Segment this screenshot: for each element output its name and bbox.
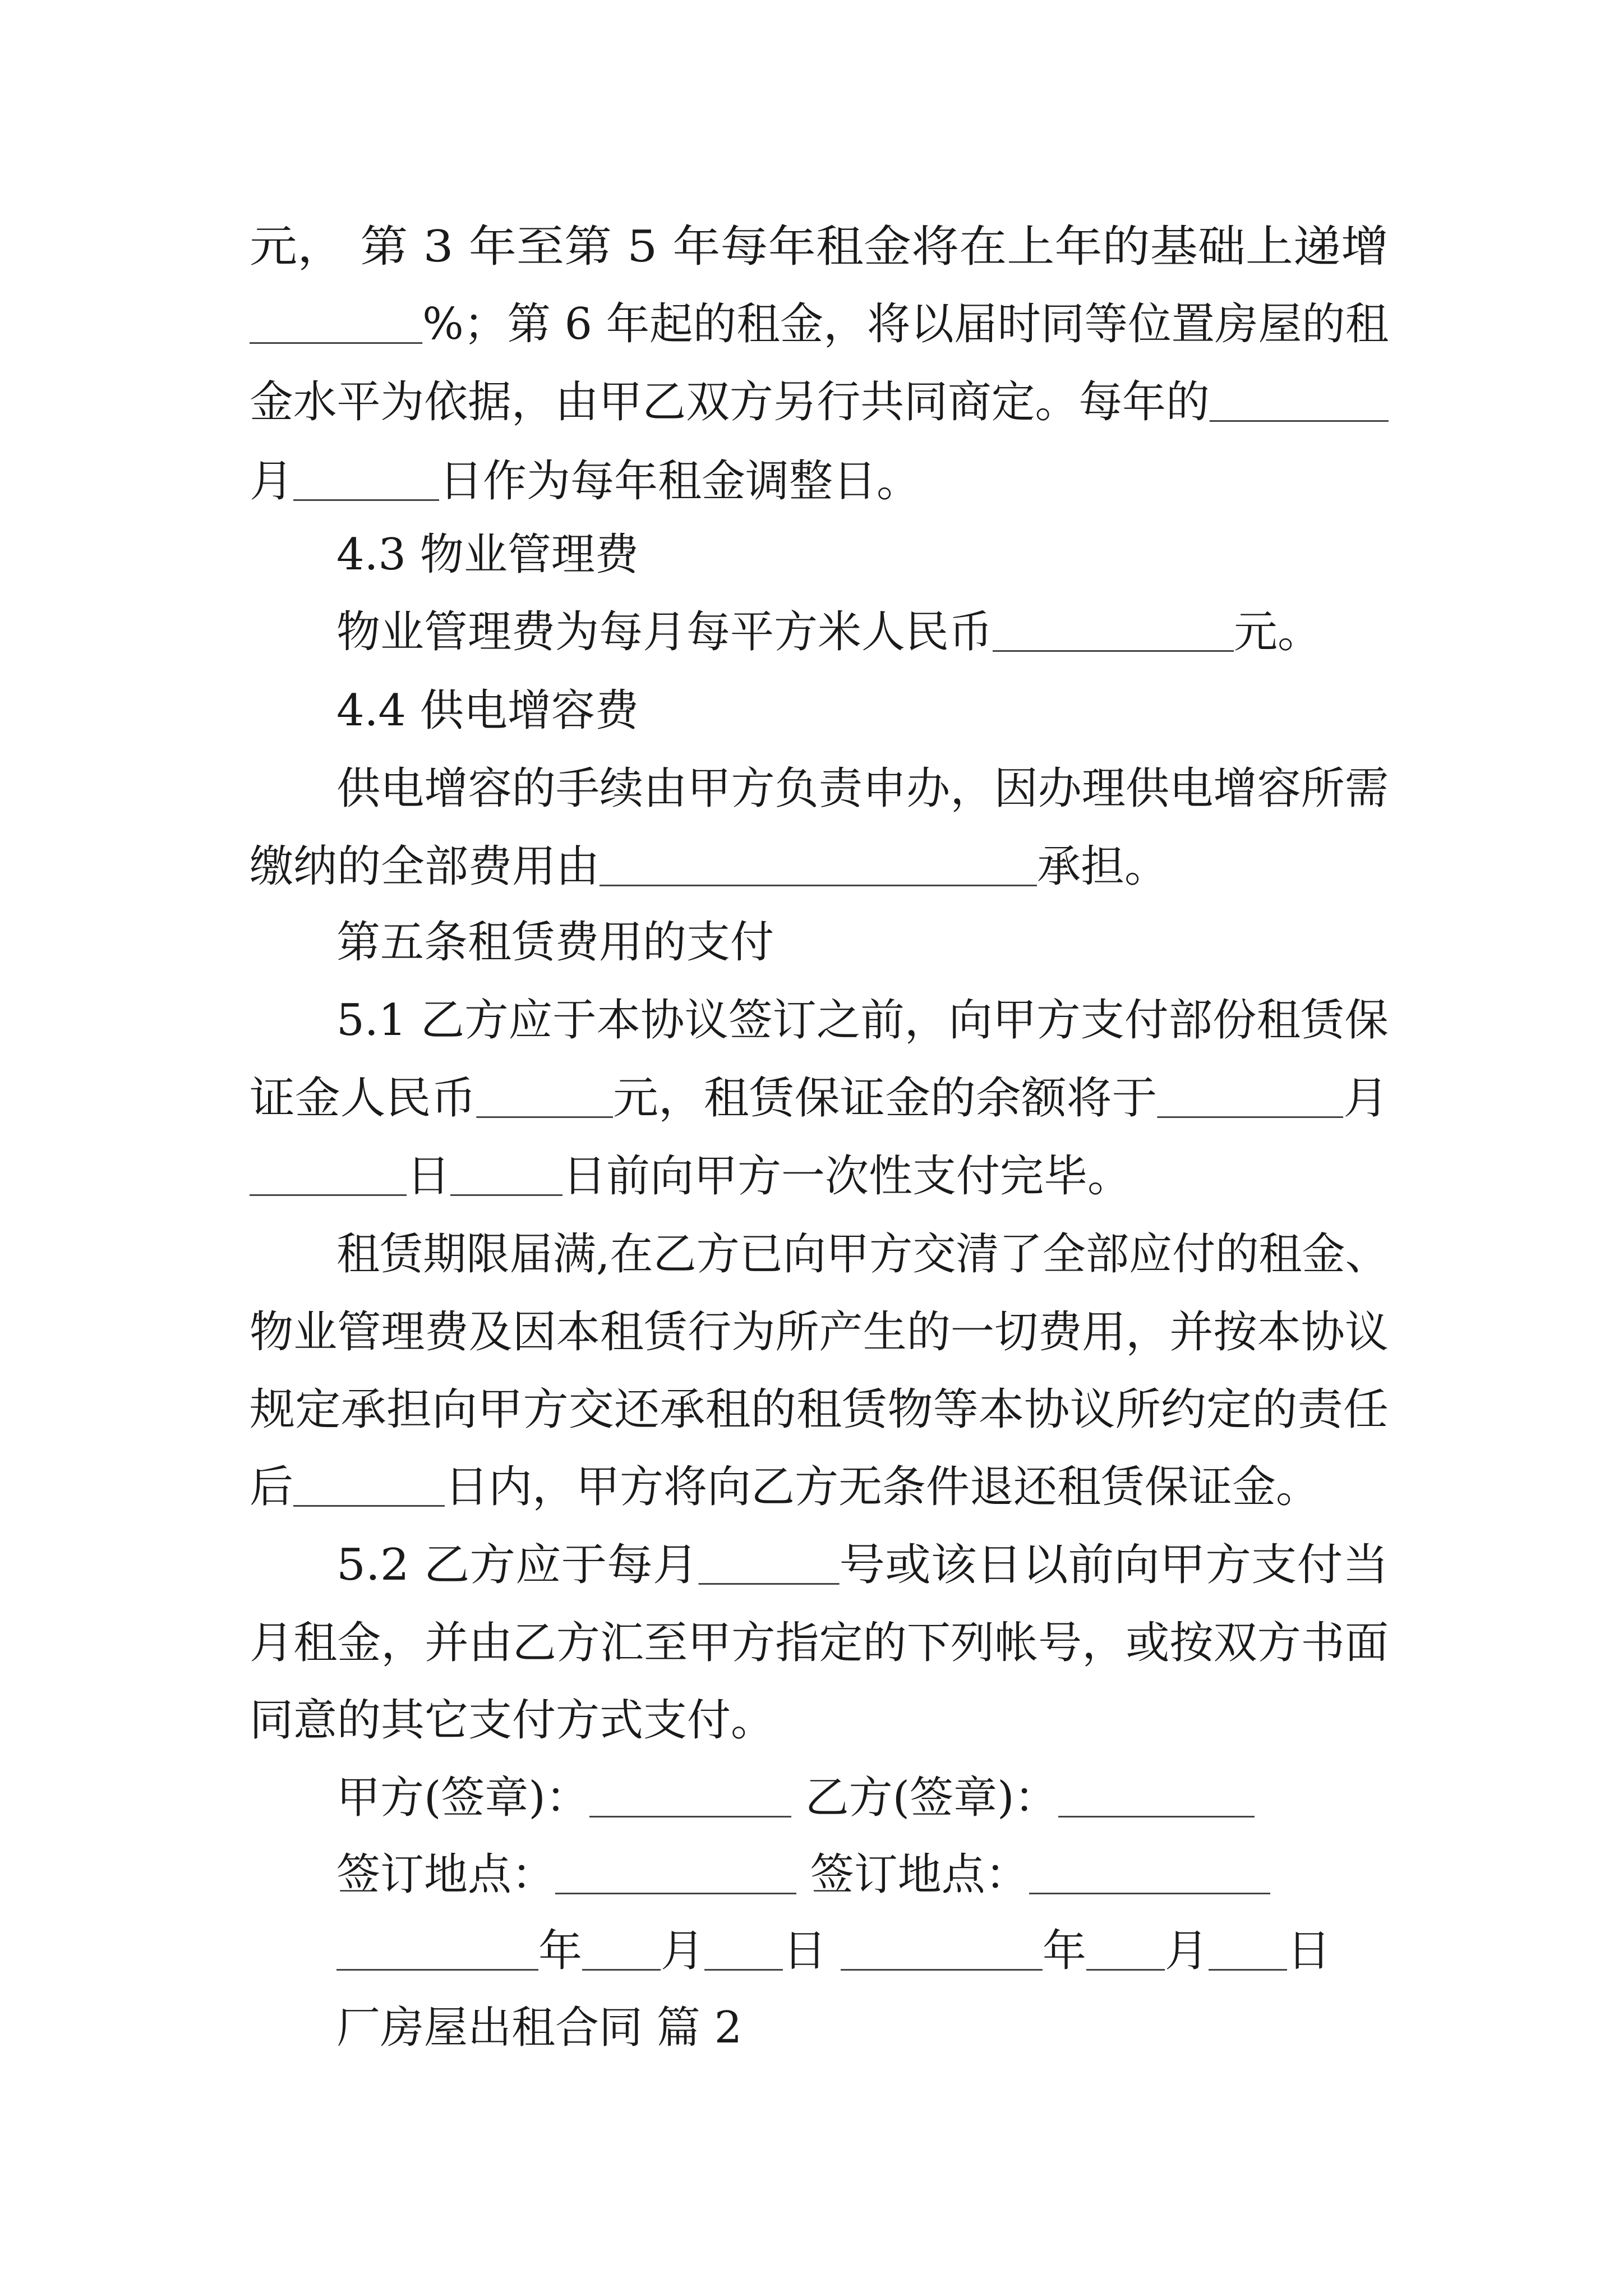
- text-segment: 月: [661, 1926, 705, 1976]
- fill-in-blank[interactable]: [1029, 1851, 1270, 1894]
- text-line: [250, 836, 1168, 898]
- text-line: [336, 758, 1389, 820]
- fill-in-blank[interactable]: [704, 1927, 783, 1971]
- text-segment: 日作为每年租金调整日。: [439, 456, 921, 507]
- text-line: [336, 524, 639, 586]
- text-line: [250, 1456, 1320, 1518]
- text-segment: 证金人民币: [250, 1073, 477, 1124]
- text-segment: 年: [1042, 1926, 1086, 1976]
- text-segment: 物业管理费及因本租赁行为所产生的一切费用，并按本协议: [250, 1307, 1389, 1358]
- fill-in-blank[interactable]: [1086, 1927, 1165, 1971]
- text-segment: 签订地点：: [336, 1849, 556, 1900]
- text-line: [250, 216, 1389, 278]
- text-segment: 5.2 乙方应于每月: [336, 1540, 699, 1590]
- text-line: [336, 1997, 742, 2059]
- text-line: [336, 601, 1321, 663]
- fill-in-blank[interactable]: [336, 1927, 538, 1971]
- fill-in-blank[interactable]: [293, 1464, 445, 1507]
- text-line: [336, 990, 1389, 1051]
- text-segment: 日内，甲方将向乙方无条件退还租赁保证金。: [445, 1462, 1320, 1512]
- fill-in-blank[interactable]: [250, 1153, 407, 1196]
- fill-in-blank[interactable]: [582, 1927, 661, 1971]
- fill-in-blank[interactable]: [1209, 1927, 1287, 1971]
- text-segment: 承担。: [1037, 841, 1169, 892]
- text-segment: 同意的其它支付方式支付。: [250, 1695, 775, 1746]
- fill-in-blank[interactable]: [250, 301, 422, 344]
- text-segment: 元， 第 3 年至第 5 年每年租金将在上年的基础上递增: [250, 222, 1389, 272]
- text-segment: 租赁期限届满,在乙方已向甲方交清了全部应付的租金、: [336, 1229, 1389, 1280]
- fill-in-blank[interactable]: [1058, 1774, 1255, 1818]
- text-line: [336, 680, 639, 742]
- text-segment: 供电增容的手续由甲方负责申办，因办理供电增容所需: [336, 763, 1389, 814]
- text-line: [336, 1534, 1389, 1596]
- text-segment: 甲方(签章)：: [336, 1773, 589, 1823]
- text-segment: 元，租赁保证金的余额将于: [612, 1073, 1158, 1124]
- fill-in-blank[interactable]: [589, 1774, 791, 1818]
- text-segment: 月租金，并由乙方汇至甲方指定的下列帐号，或按双方书面: [250, 1618, 1389, 1668]
- fill-in-blank[interactable]: [993, 609, 1234, 652]
- text-segment: 日: [1287, 1926, 1331, 1976]
- fill-in-blank[interactable]: [841, 1927, 1043, 1971]
- text-segment: 缴纳的全部费用由: [250, 841, 600, 892]
- fill-in-blank[interactable]: [450, 1153, 562, 1196]
- text-segment: 4.3 物业管理费: [336, 530, 639, 580]
- text-line: [250, 1145, 1131, 1207]
- fill-in-blank[interactable]: [1210, 379, 1389, 422]
- text-segment: 物业管理费为每月每平方米人民币: [336, 607, 993, 657]
- fill-in-blank[interactable]: [555, 1851, 796, 1894]
- fill-in-blank[interactable]: [698, 1542, 839, 1585]
- text-line: [336, 912, 774, 973]
- text-line: [336, 1844, 1270, 1906]
- text-segment: 日前向甲方一次性支付完毕。: [562, 1151, 1132, 1202]
- fill-in-blank[interactable]: [1157, 1075, 1343, 1118]
- text-segment: 月: [1343, 1073, 1389, 1124]
- text-line: [250, 1379, 1389, 1441]
- fill-in-blank[interactable]: [476, 1075, 613, 1118]
- text-line: [250, 1068, 1389, 1129]
- text-line: [336, 1920, 1331, 1982]
- text-line: [336, 1223, 1389, 1285]
- text-segment: 乙方(签章)：: [791, 1773, 1058, 1823]
- text-line: [250, 1690, 774, 1751]
- text-line: [250, 1301, 1389, 1363]
- text-segment: 日: [407, 1151, 451, 1202]
- text-line: [250, 293, 1389, 355]
- text-segment: 后: [250, 1462, 294, 1512]
- text-segment: 4.4 供电增容费: [336, 685, 639, 736]
- text-segment: 日: [783, 1926, 841, 1976]
- text-line: [250, 1612, 1389, 1674]
- text-segment: %；第 6 年起的租金，将以届时同等位置房屋的租: [422, 299, 1389, 349]
- text-segment: 月: [250, 456, 294, 507]
- text-line: [336, 1767, 1255, 1829]
- text-segment: 月: [1164, 1926, 1209, 1976]
- text-line: [250, 450, 920, 512]
- text-segment: 年: [538, 1926, 583, 1976]
- text-segment: 规定承担向甲方交还承租的租赁物等本协议所约定的责任: [250, 1384, 1389, 1435]
- text-segment: 签订地点：: [796, 1849, 1029, 1900]
- fill-in-blank[interactable]: [293, 458, 439, 501]
- text-line: [250, 371, 1389, 433]
- text-segment: 元。: [1234, 607, 1322, 657]
- text-segment: 金水平为依据，由甲乙双方另行共同商定。每年的: [250, 377, 1210, 427]
- fill-in-blank[interactable]: [600, 843, 1037, 886]
- text-segment: 第五条租赁费用的支付: [336, 917, 774, 968]
- text-segment: 号或该日以前向甲方支付当: [839, 1540, 1389, 1590]
- text-segment: 5.1 乙方应于本协议签订之前，向甲方支付部份租赁保: [336, 995, 1389, 1046]
- text-segment: 厂房屋出租合同 篇 2: [336, 2003, 743, 2053]
